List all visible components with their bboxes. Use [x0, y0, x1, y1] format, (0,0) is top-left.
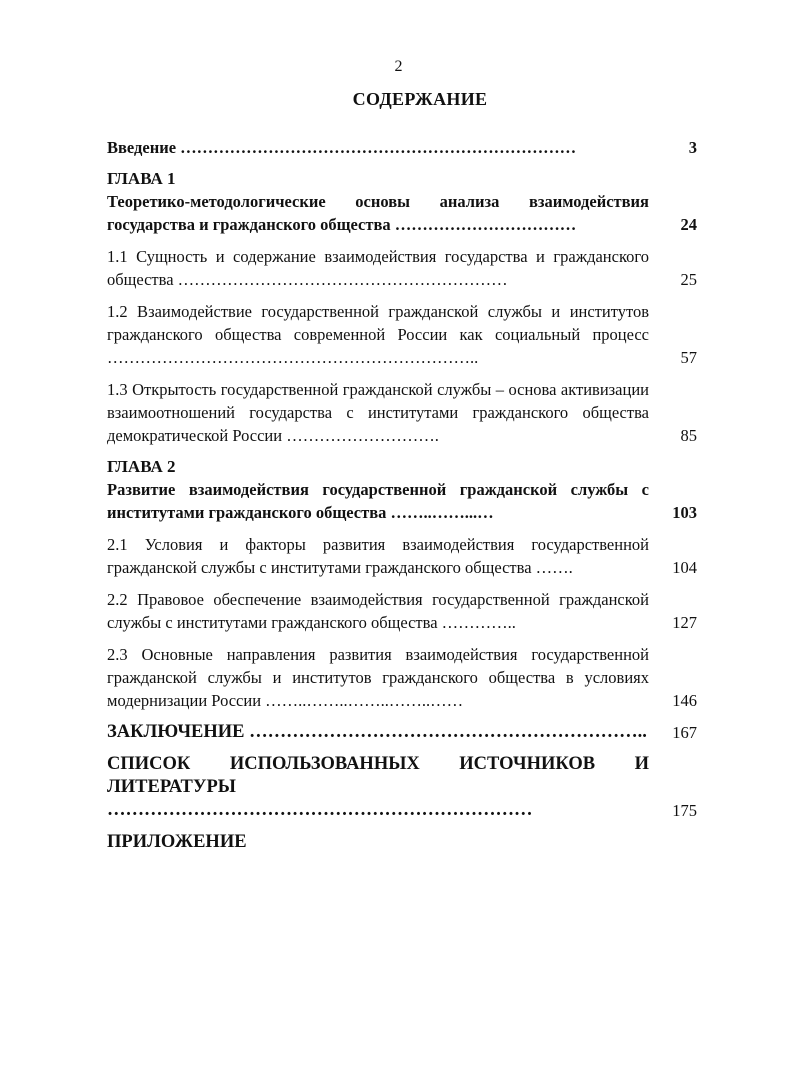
toc-entry-text: 2.3 Основные направления развития взаимодействия государственной гражданской службы и институтов гражданского общества в условиях модернизации России ……..……..……..……..……	[107, 645, 649, 710]
toc-page-number: 85	[680, 426, 697, 445]
chapter-1-heading: ГЛАВА 1	[107, 169, 176, 188]
toc-entry-text: 1.2 Взаимодействие государственной гражданской службы и институтов гражданского общества современной России как социальный процесс …………………………………………………………..	[107, 302, 649, 367]
toc-entry-section-2-1	[107, 533, 697, 579]
toc-entry-conclusion	[107, 721, 697, 744]
toc-entry-section-1-2	[107, 300, 697, 369]
toc-entry-text: Введение ………………………………………………………………	[107, 138, 577, 157]
toc-entry-sources	[107, 753, 697, 822]
chapter-2-title-entry	[107, 478, 697, 524]
toc-entry-section-1-1	[107, 245, 697, 291]
toc-entry-text: 1.1 Сущность и содержание взаимодействия государства и гражданского общества ……………………………………………………	[107, 247, 649, 289]
chapter-1-title-entry	[107, 190, 697, 236]
page-number: 2	[394, 58, 403, 75]
table-of-contents	[107, 136, 697, 863]
toc-entry-text: ЗАКЛЮЧЕНИЕ ………………………………………………………..	[107, 722, 647, 742]
toc-entry-section-1-3	[107, 378, 697, 447]
toc-entry-text: 2.2 Правовое обеспечение взаимодействия государственной гражданской службы с институтами гражданского общества …………..	[107, 590, 649, 632]
toc-page-number: 146	[672, 691, 697, 710]
toc-page-number: 24	[680, 215, 697, 234]
chapter-2-heading: ГЛАВА 2	[107, 457, 176, 476]
toc-entry-text: СПИСОК ИСПОЛЬЗОВАННЫХ ИСТОЧНИКОВ И ЛИТЕРАТУРЫ ……………………………………………………………	[107, 754, 649, 820]
toc-page-number: 175	[672, 801, 697, 820]
toc-entry-appendix	[107, 831, 697, 854]
toc-page-number: 127	[672, 613, 697, 632]
toc-entry-section-2-2	[107, 588, 697, 634]
toc-page-number: 3	[688, 138, 697, 157]
toc-page-number: 104	[672, 558, 697, 577]
toc-entry-text: ПРИЛОЖЕНИЕ	[107, 832, 247, 852]
toc-entry-text: Развитие взаимодействия государственной гражданской службы с институтами гражданского общества ……..……...…	[107, 480, 649, 522]
toc-entry-text: 1.3 Открытость государственной гражданской службы – основа активизации взаимоотношений государства с институтами гражданского общества демократической России ……………………….	[107, 380, 649, 445]
toc-page-number: 57	[680, 348, 697, 367]
toc-entry-text: Теоретико-методологические основы анализа взаимодействия государства и гражданского общества ……………………………	[107, 192, 649, 234]
toc-entry-intro	[107, 136, 697, 159]
toc-page-number: 25	[680, 270, 697, 289]
toc-entry-section-2-3	[107, 643, 697, 712]
toc-page-number: 103	[672, 503, 697, 522]
toc-entry-text: 2.1 Условия и факторы развития взаимодействия государственной гражданской службы с институтами гражданского общества …….	[107, 535, 649, 577]
toc-page-number: 167	[672, 723, 697, 742]
page-title: СОДЕРЖАНИЕ	[352, 89, 488, 109]
